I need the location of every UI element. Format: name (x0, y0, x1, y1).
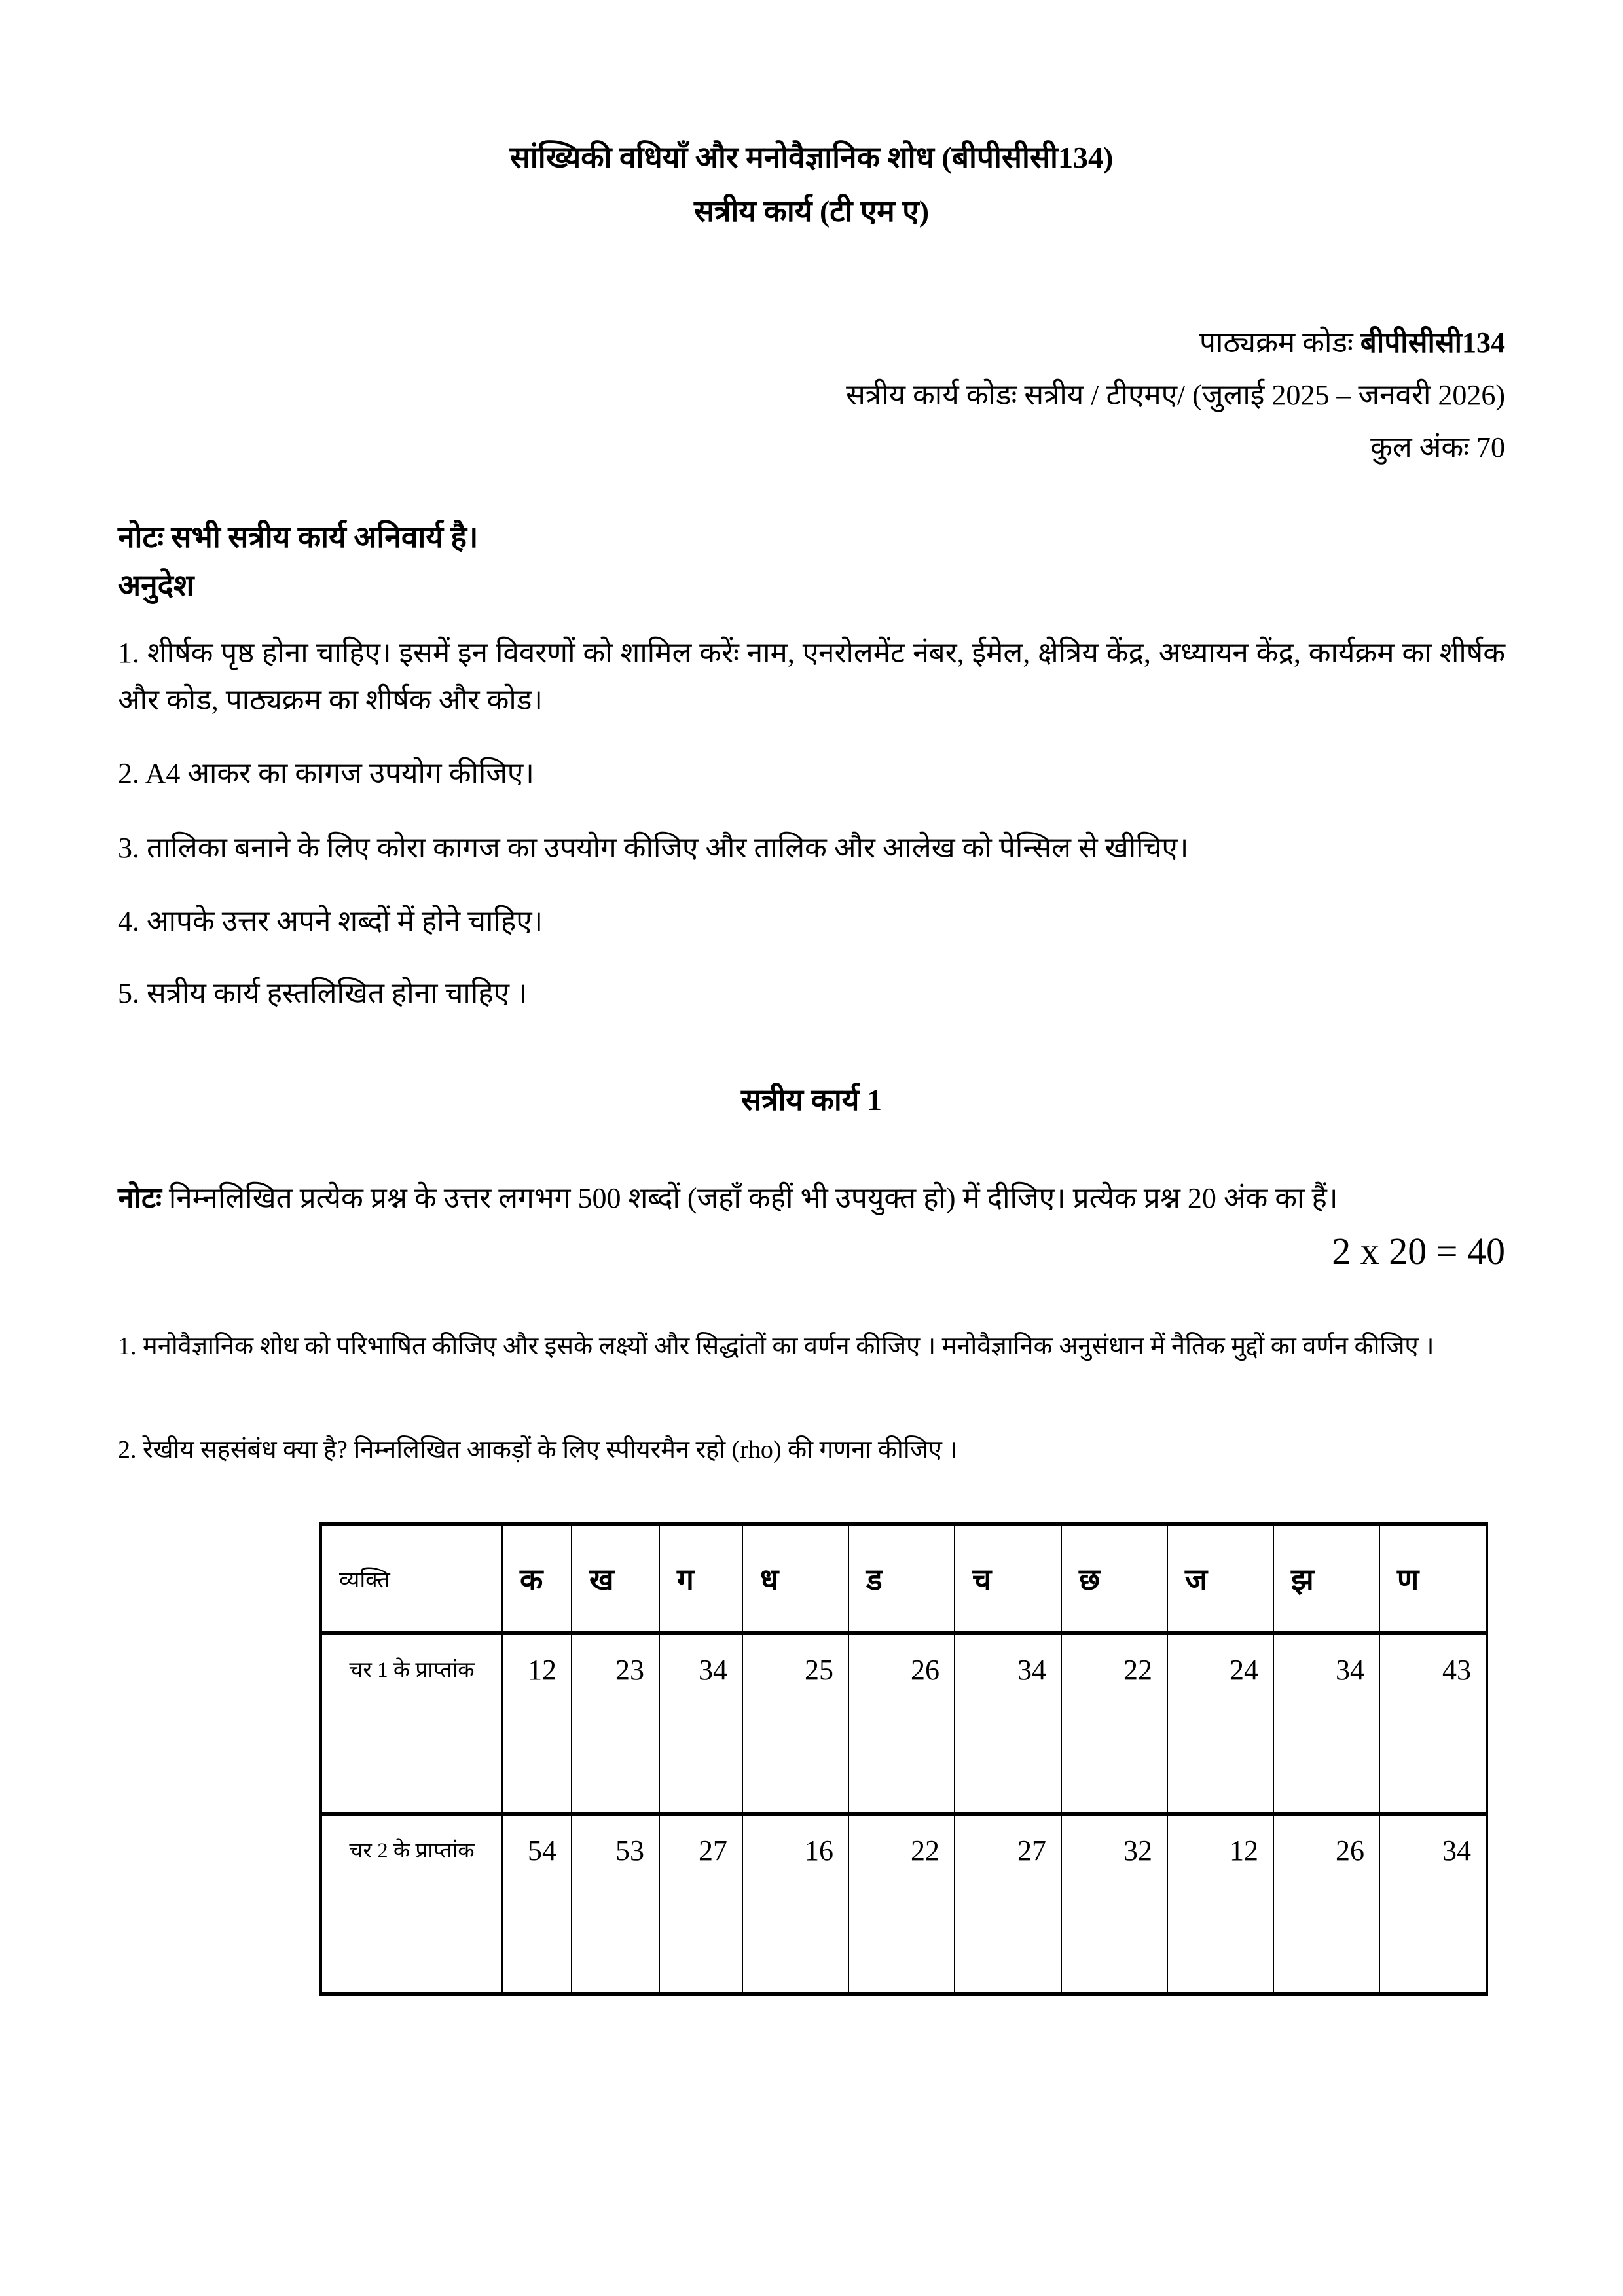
assignment-note-text: निम्नलिखित प्रत्येक प्रश्न के उत्तर लगभग 500 शब्दों (जहाँ कहीं भी उपयुक्त हो) में दीजिए। प्रत्येक प्रश्न 20 अंक का हैं। (161, 1182, 1338, 1214)
title-line-1: सांख्यिकी वधियाँ और मनोवैज्ञानिक शोध (बीपीसीसी134) (509, 141, 1114, 174)
course-code-line (118, 317, 1505, 369)
row-1-value-6: 34 (955, 1633, 1061, 1814)
question-2: 2. रेखीय सहसंबंध क्या है? निम्नलिखित आकड़ों के लिए स्पीयरमैन रहो (rho) की गणना कीजिए । (118, 1436, 958, 1463)
row-1-value-2: 23 (572, 1633, 659, 1814)
header-cell-nna: ण (1379, 1524, 1487, 1633)
row-2-value-3: 27 (659, 1814, 742, 1994)
question-1: 1. मनोवैज्ञानिक शोध को परिभाषित कीजिए और इसके लक्ष्यों और सिद्धांतों का वर्णन कीजिए । मनोवैज्ञानिक अनुसंधान में नैतिक मुद्दों का वर्णन कीजिए । (118, 1333, 1434, 1360)
instruction-item-3: 3. तालिका बनाने के लिए कोरा कागज का उपयोग कीजिए और तालिक और आलेख को पेन्सिल से खीचिए। (118, 832, 1189, 864)
course-code-label: पाठ्यक्रम कोडः (1199, 327, 1360, 359)
table-row-variable-1 (321, 1633, 1487, 1814)
header-cell-ja: ज (1167, 1524, 1273, 1633)
header-cell-ka: क (502, 1524, 572, 1633)
assignment-1-heading: सत्रीय कार्य 1 (740, 1083, 882, 1117)
assignment-code-line: सत्रीय कार्य कोडः सत्रीय / टीएमए/ (जुलाई 2025 – जनवरी 2026) (846, 379, 1505, 411)
row-1-value-10: 43 (1379, 1633, 1487, 1814)
table-row-variable-2 (321, 1814, 1487, 1994)
course-code-value: बीपीसीसी134 (1360, 327, 1505, 359)
assignment-note-label: नोटः (118, 1182, 162, 1214)
row-2-value-8: 12 (1167, 1814, 1273, 1994)
row-2-value-5: 22 (848, 1814, 955, 1994)
row-1-value-1: 12 (502, 1633, 572, 1814)
header-cell-kha: ख (572, 1524, 659, 1633)
instructions-heading: अनुदेश (118, 569, 194, 602)
row-1-value-7: 22 (1061, 1633, 1167, 1814)
title-line-2: सत्रीय कार्य (टी एम ए) (693, 194, 930, 228)
row-2-value-2: 53 (572, 1814, 659, 1994)
row-2-value-6: 27 (955, 1814, 1061, 1994)
header-cell-ga: ग (659, 1524, 742, 1633)
course-meta (118, 317, 1505, 474)
total-marks-line: कुल अंकः 70 (1370, 431, 1505, 463)
row-2-value-7: 32 (1061, 1814, 1167, 1994)
row-2-value-4: 16 (742, 1814, 848, 1994)
row-1-value-5: 26 (848, 1633, 955, 1814)
mandatory-note-block (118, 513, 1505, 610)
header-cell-jha: झ (1273, 1524, 1379, 1633)
row-1-value-8: 24 (1167, 1633, 1273, 1814)
page-content (0, 131, 1623, 1996)
document-title (118, 131, 1505, 238)
assignment-note (118, 1174, 1505, 1223)
instruction-item-1: 1. शीर्षक पृष्ठ होना चाहिए। इसमें इन विवरणों को शामिल करेंः नाम, एनरोलमेंट नंबर, ईमेल, क्षेत्रिय केंद्र, अध्यायन केंद्र, कार्यक्रम का शीर्षक और कोड, पाठ्यक्रम का शीर्षक और कोड। (118, 637, 1505, 716)
row-2-value-10: 34 (1379, 1814, 1487, 1994)
scores-table (319, 1522, 1488, 1996)
mandatory-note: नोटः सभी सत्रीय कार्य अनिवार्य है। (118, 520, 479, 554)
instruction-item-5: 5. सत्रीय कार्य हस्तलिखित होना चाहिए । (118, 977, 528, 1009)
header-cell-chha: छ (1061, 1524, 1167, 1633)
row-1-label: चर 1 के प्राप्तांक (321, 1633, 502, 1814)
header-cell-cha: च (955, 1524, 1061, 1633)
instruction-item-4: 4. आपके उत्तर अपने शब्दों में होने चाहिए। (118, 905, 543, 937)
row-2-label: चर 2 के प्राप्तांक (321, 1814, 502, 1994)
row-1-value-3: 34 (659, 1633, 742, 1814)
row-1-value-4: 25 (742, 1633, 848, 1814)
header-cell-dha: ध (742, 1524, 848, 1633)
header-cell-dda: ड (848, 1524, 955, 1633)
row-2-value-1: 54 (502, 1814, 572, 1994)
table-header-row (321, 1524, 1487, 1633)
instruction-item-2: 2. A4 आकर का कागज उपयोग कीजिए। (118, 757, 534, 789)
marks-formula: 2 x 20 = 40 (1332, 1230, 1505, 1272)
header-cell-person: व्यक्ति (321, 1524, 502, 1633)
row-2-value-9: 26 (1273, 1814, 1379, 1994)
row-1-value-9: 34 (1273, 1633, 1379, 1814)
